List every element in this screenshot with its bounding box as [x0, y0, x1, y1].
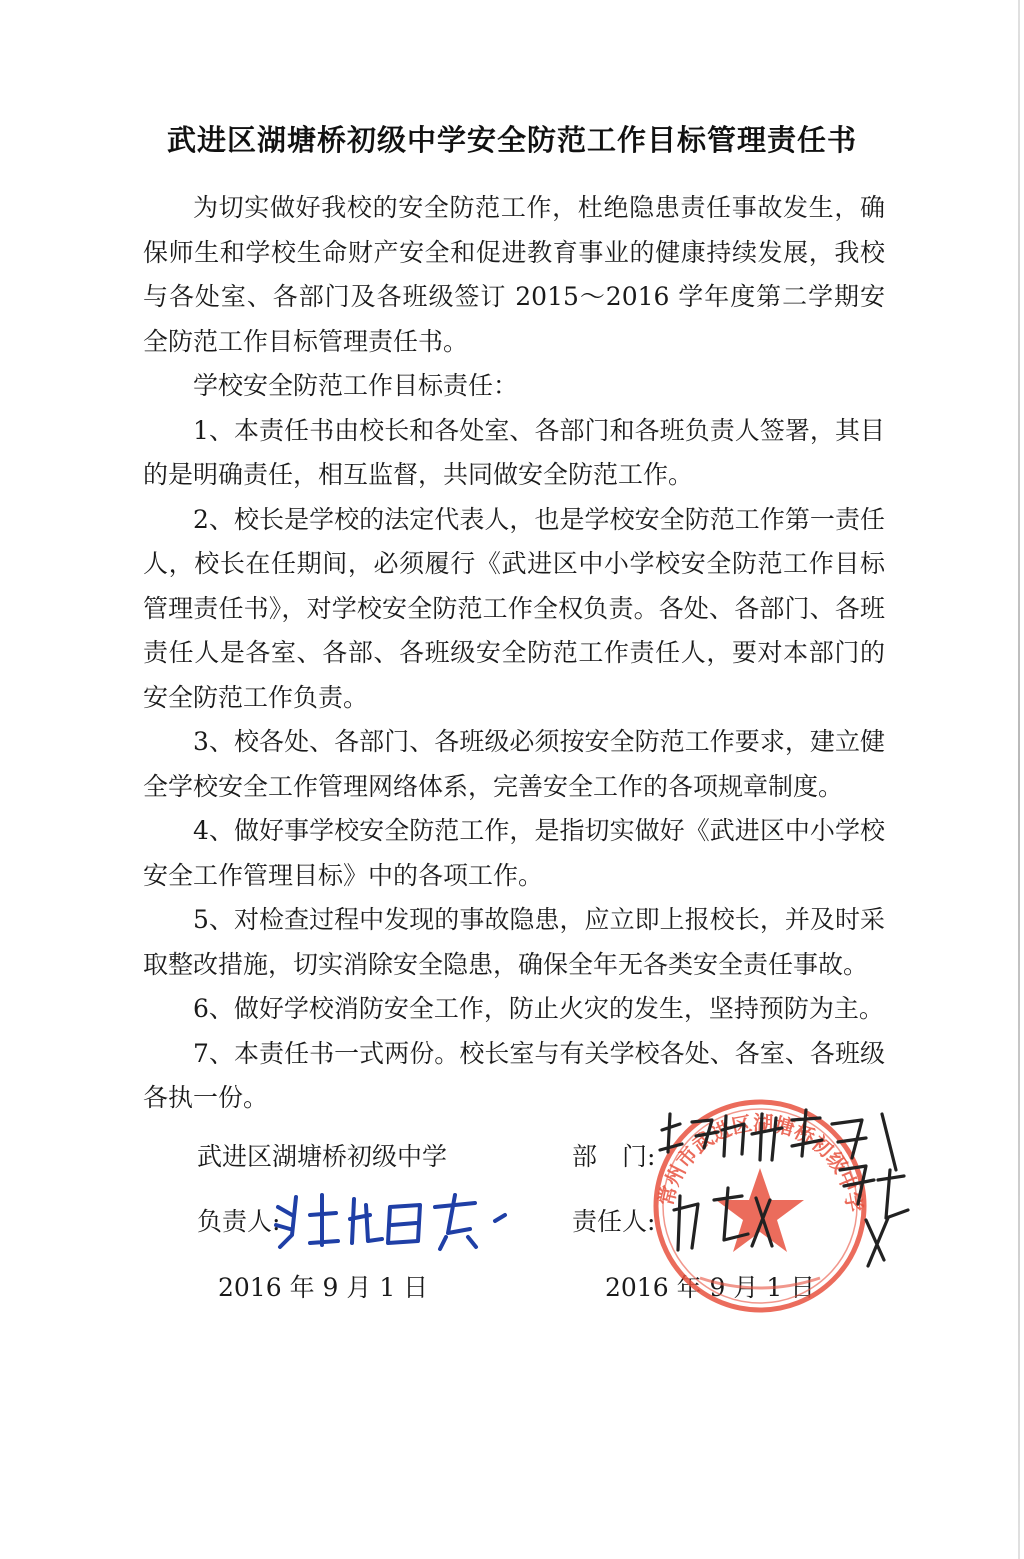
- scan-edge: [1018, 0, 1020, 1559]
- svg-text:常州市武进区湖塘桥初级中学: 常州市武进区湖塘桥初级中学: [653, 1110, 868, 1214]
- department-signatures: [652, 1100, 912, 1290]
- paragraph-heading: 学校安全防范工作目标责任：: [193, 371, 519, 400]
- person-in-charge-label: 责任人:: [572, 1207, 656, 1236]
- paragraph-item-5: 5、对检查过程中发现的事故隐患，应立即上报校长，并及时采取整改措施，切实消除安全隐患，确保全年无各类安全责任事故。: [143, 905, 885, 979]
- paragraph-item-4: 4、做好事学校安全防范工作，是指切实做好《武进区中小学校安全工作管理目标》中的各项工作。: [143, 816, 885, 890]
- right-date: 2016 年 9 月 1 日: [605, 1273, 816, 1302]
- department-label: 部 门:: [572, 1142, 656, 1171]
- school-name: 武进区湖塘桥初级中学: [197, 1142, 448, 1171]
- paragraph-item-1: 1、本责任书由校长和各处室、各部门和各班负责人签署，其目的是明确责任，相互监督，共同做安全防范工作。: [143, 415, 885, 489]
- paragraph-item-3: 3、校各处、各部门、各班级必须按安全防范工作要求，建立健全学校安全工作管理网络体系，完善安全工作的各项规章制度。: [143, 727, 885, 801]
- principal-signature: [270, 1185, 520, 1255]
- paragraph-item-6: 6、做好学校消防安全工作，防止火灾的发生，坚持预防为主。: [193, 994, 884, 1023]
- paragraph-item-7: 7、本责任书一式两份。校长室与有关学校各处、各室、各班级各执一份。: [143, 1038, 885, 1112]
- document-title: 武进区湖塘桥初级中学安全防范工作目标管理责任书: [166, 123, 857, 157]
- responsible-person-label: 负责人:: [197, 1207, 281, 1236]
- paragraph-intro: 为切实做好我校的安全防范工作，杜绝隐患责任事故发生，确保师生和学校生命财产安全和促进教育事业的健康持续发展，我校与各处室、各部门及各班级签订 2015～2016 学年度第二学期安全防范工作目标管理责任书。: [143, 193, 885, 356]
- left-date: 2016 年 9 月 1 日: [218, 1273, 429, 1302]
- paragraph-item-2: 2、校长是学校的法定代表人，也是学校安全防范工作第一责任人，校长在任期间，必须履行《武进区中小学校安全防范工作目标管理责任书》，对学校安全防范工作全权负责。各处、各部门、各班责任人是各室、各部、各班级安全防范工作责任人，要对本部门的安全防范工作负责。: [143, 504, 885, 712]
- document-body: [143, 186, 885, 1121]
